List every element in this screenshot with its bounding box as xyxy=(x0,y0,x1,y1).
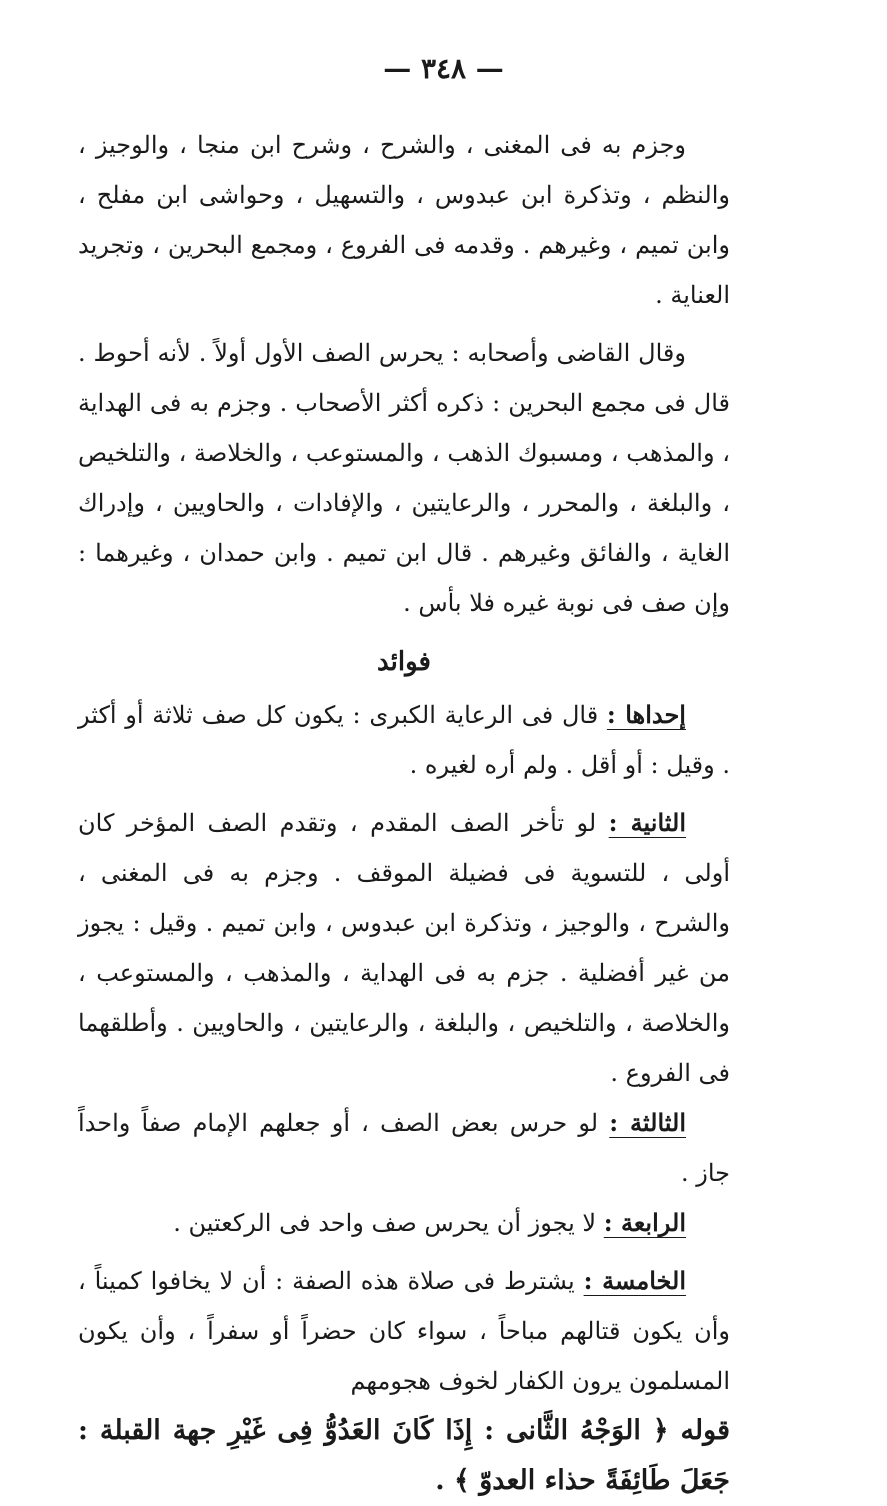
benefit-text: لو تأخر الصف المقدم ، وتقدم الصف المؤخر كان أولى ، للتسوية فى فضيلة الموقف . وجزم به فى المغنى ، والشرح ، والوجيز ، وتذكرة ابن عبدوس ، وابن تميم . وقيل : يجوز من غير أفضلية . جزم به فى الهداية ، والمذهب ، والمستوعب ، والخلاصة ، والتلخيص ، والبلغة ، والرعايتين ، والحاويين . وأطلقهما فى الفروع . xyxy=(78,809,731,1087)
benefit-text: قال فى الرعاية الكبرى : يكون كل صف ثلاثة أو أكثر . وقيل : أو أقل . ولم أره لغيره . xyxy=(78,701,730,779)
benefit-text: لو حرس بعض الصف ، أو جعلهم الإمام صفاً واحداً جاز . xyxy=(78,1109,730,1187)
benefit-lead: الثانية : xyxy=(608,808,686,837)
closing-quote xyxy=(78,1406,730,1506)
benefit-text: يشترط فى صلاة هذه الصفة : أن لا يخافوا كميناً ، وأن يكون قتالهم مباحاً ، سواء كان حضراً أو سفراً ، وأن يكون المسلمون يرون الكفار لخوف هجومهم xyxy=(78,1267,730,1395)
page-number: — ٣٤٨ — xyxy=(383,52,504,85)
benefit-lead: الثالثة : xyxy=(609,1108,687,1137)
benefit-item xyxy=(78,1256,730,1406)
paragraph: وجزم به فى المغنى ، والشرح ، وشرح ابن منجا ، والوجيز ، والنظم ، وتذكرة ابن عبدوس ، والتسهيل ، وحواشى ابن مفلح ، وابن تميم ، وغيرهم . وقدمه فى الفروع ، ومجمع البحرين ، وتجريد العناية . xyxy=(78,131,730,309)
benefit-lead: الخامسة : xyxy=(583,1266,686,1295)
benefit-item xyxy=(78,690,730,790)
paragraph: وقال القاضى وأصحابه : يحرس الصف الأول أولاً . لأنه أحوط . قال فى مجمع البحرين : ذكره أكثر الأصحاب . وجزم به فى الهداية ، والمذهب ، ومسبوك الذهب ، والمستوعب ، والخلاصة ، والتلخيص ، والبلغة ، والمحرر ، والرعايتين ، والإفادات ، والحاويين ، وإدراك الغاية ، والفائق وغيرهم . قال ابن تميم . وابن حمدان ، وغيرهما : وإن صف فى نوبة غيره فلا بأس . xyxy=(78,339,730,617)
benefit-lead: الرابعة : xyxy=(603,1208,686,1237)
benefit-item xyxy=(78,1098,730,1198)
benefit-text: لا يجوز أن يحرس صف واحد فى الركعتين . xyxy=(173,1209,597,1237)
benefit-lead: إحداها : xyxy=(606,700,686,729)
page-body xyxy=(78,120,730,1506)
section-heading: فوائد xyxy=(377,647,431,677)
quranic-quote: قوله ﴿ الوَجْهُ الثَّانى : إِذَا كَانَ العَدُوُّ فِى غَيْرِ جهة القبلة : جَعَلَ طَائِفَةً حذاء العدوّ ﴾ . xyxy=(78,1415,730,1496)
benefit-item xyxy=(78,1198,730,1248)
benefit-item xyxy=(78,798,730,1098)
